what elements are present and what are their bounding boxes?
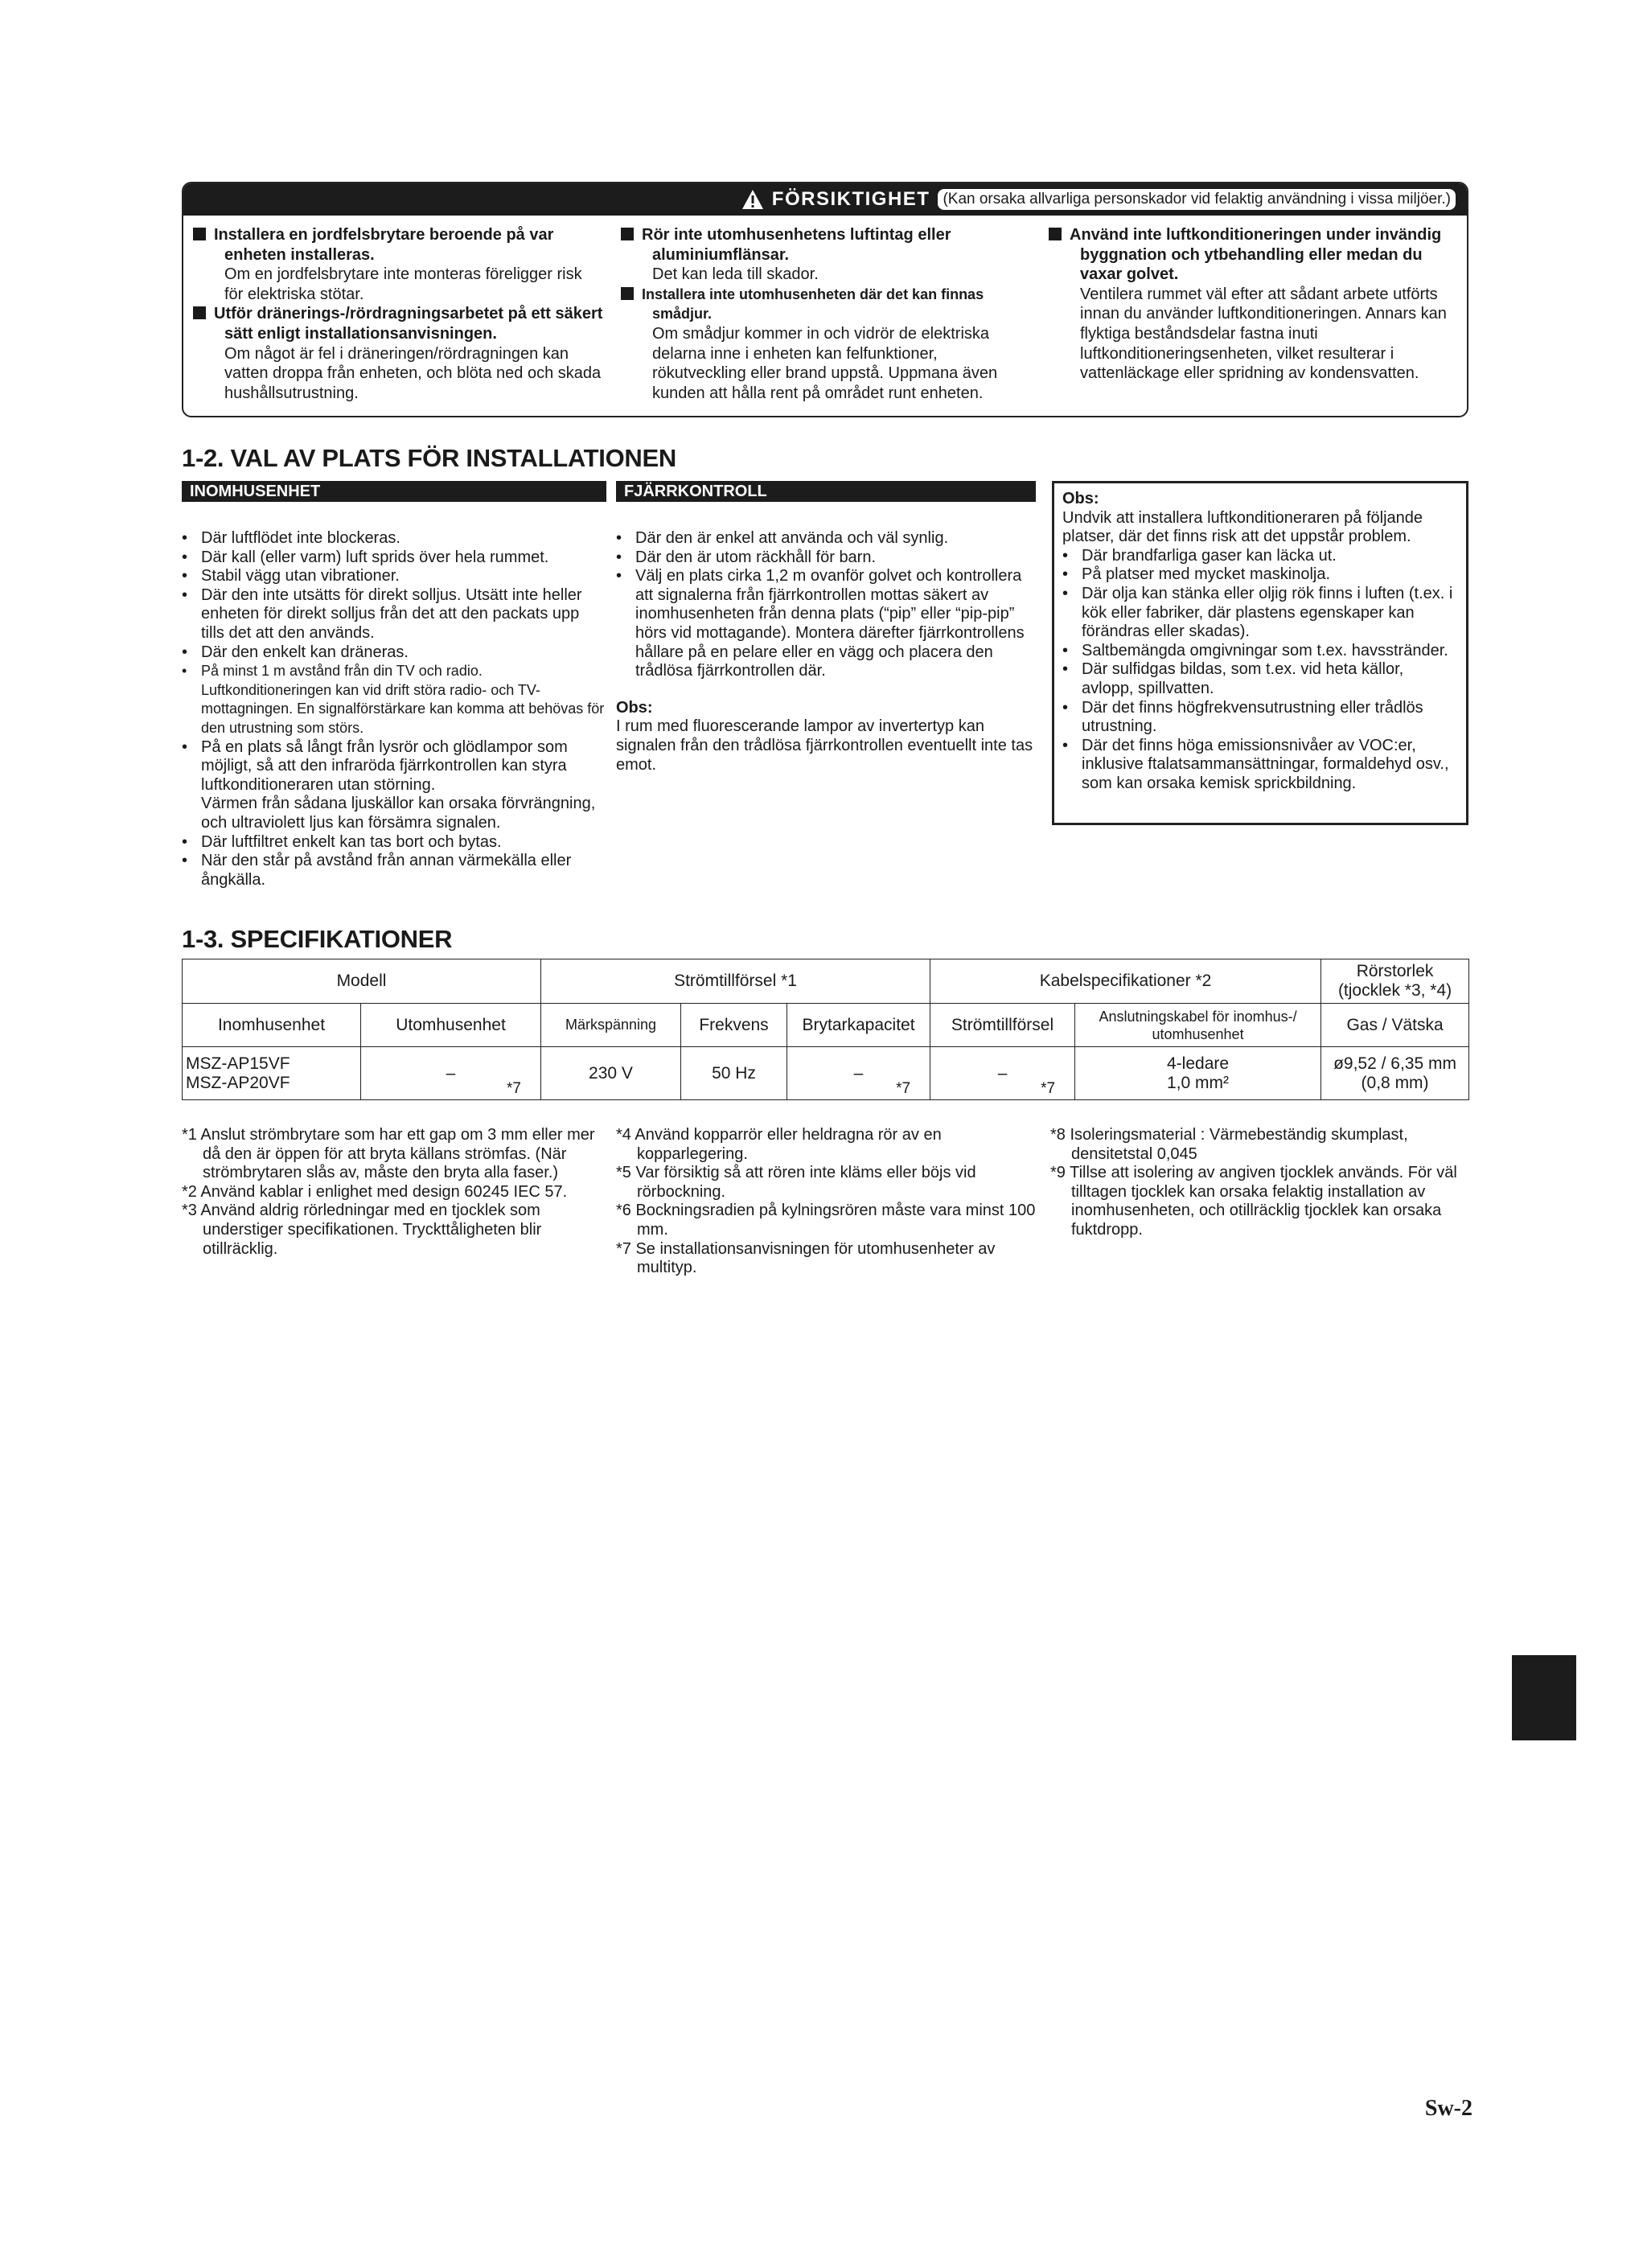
caution-header	[183, 183, 1467, 216]
header-model: Modell	[183, 959, 541, 1004]
list-item: • Där olja kan stänka eller oljig rök finns i luften (t.ex. i kök eller fabriker, där plastens egenskaper kan förändras eller skadas).	[1062, 585, 1458, 642]
caution-column-2	[621, 225, 1031, 403]
list-item: • På minst 1 m avstånd från din TV och radio. Luftkonditioneringen kan vid drift störa radio- och TV-mottagningen. En signalförstärkare kan komma att behövas för den utrustning som störs.	[182, 662, 606, 738]
pipe-diameter: ø9,52 / 6,35 mm	[1333, 1054, 1456, 1073]
caution-item-text: Om smådjur kommer in och vidrör de elektriska delarna inne i enheten kan felfunktioner, rökutveckling eller brand uppstå. Uppmana även kunden att hålla rent på området runt enheten.	[652, 324, 998, 402]
caution-item-bold: Utför dränerings-/rördragningsarbetet på ett säkert sätt enligt installationsanvisningen.	[193, 304, 603, 343]
list-item: • Där det finns höga emissionsnivåer av VOC:er, inklusive ftalatsammansättningar, formaldehyd osv., som kan orsaka kemisk sprickbildning.	[1062, 737, 1458, 794]
subheader-frequency: Frekvens	[681, 1004, 787, 1047]
caution-item-bold: Använd inte luftkonditioneringen under invändig byggnation och ytbehandling eller medan du vaxar golvet.	[1049, 225, 1459, 285]
list-item: • Där den är utom räckhåll för barn.	[616, 549, 1036, 568]
header-power-supply: Strömtillförsel *1	[541, 959, 930, 1004]
table-row	[183, 1047, 1469, 1100]
caution-note: (Kan orsaka allvarliga personskador vid felaktig användning i vissa miljöer.)	[938, 189, 1456, 210]
obs-label: Obs:	[1062, 490, 1099, 507]
remote-obs-text: I rum med fluorescerande lampor av invertertyp kan signalen från den trådlösa fjärrkontrollen eventuellt inte tas emot.	[616, 717, 1033, 774]
list-item: • På en plats så långt från lysrör och glödlampor som möjligt, så att den infraröda fjärrkontrollen kan styra luftkonditioneraren utan störning.	[182, 738, 606, 795]
cable-conductors: 4-ledare	[1167, 1054, 1230, 1073]
caution-item-bold: Rör inte utomhusenhetens luftintag eller aluminiumflänsar.	[621, 225, 1031, 265]
list-item: • På platser med mycket maskinolja.	[1062, 565, 1458, 585]
caution-item-text: Det kan leda till skador.	[652, 265, 819, 284]
footnote: *8 Isoleringsmaterial : Värmebeständig skumplast, densitetstal 0,045	[1050, 1126, 1408, 1163]
obs-intro: Undvik att installera luftkonditioneraren på följande platser, där det finns risk att det uppstår problem.	[1062, 508, 1423, 546]
footnote: *1 Anslut strömbrytare som har ett gap om 3 mm eller mer då den är öppen för att bryta källans strömfas. (När strömbrytaren slås av, måste den bryta alla faser.)	[182, 1126, 595, 1182]
list-item: • Där den inte utsätts för direkt solljus. Utsätt inte heller enheten för direkt solljus från det att den packats upp tills det att den används.	[182, 586, 606, 643]
caution-item-text: Om en jordfelsbrytare inte monteras föreligger risk för elektriska stötar.	[224, 265, 582, 303]
cable-area: 1,0 mm²	[1167, 1073, 1230, 1092]
caution-item-bold: Installera inte utomhusenheten där det kan finnas smådjur.	[621, 285, 1031, 324]
footnote: *5 Var försiktig så att rören inte kläms eller böjs vid rörbockning.	[616, 1164, 976, 1201]
cell-voltage: 230 V	[541, 1047, 681, 1100]
list-item-continuation: Värmen från sådana ljuskällor kan orsaka förvrängning, och ultraviolett ljus kan försämra signalen.	[201, 795, 596, 832]
caution-box	[182, 182, 1468, 417]
model-name: MSZ-AP20VF	[186, 1073, 290, 1092]
footnotes-column-1	[182, 1126, 603, 1259]
section-title-installation-site: 1-2. VAL AV PLATS FÖR INSTALLATIONEN	[182, 444, 676, 472]
cell-models	[183, 1047, 361, 1100]
footnote-ref: *7	[896, 1080, 911, 1097]
footnote: *3 Använd aldrig rörledningar med en tjocklek som understiger specifikationen. Tryckttåligheten blir otillräcklig.	[182, 1202, 542, 1258]
footnote-ref: *7	[1041, 1080, 1056, 1097]
cell-outdoor: – *7	[361, 1047, 541, 1100]
square-bullet-icon	[1049, 228, 1062, 240]
subheader-breaker: Brytarkapacitet	[787, 1004, 930, 1047]
list-item: • Där brandfarliga gaser kan läcka ut.	[1062, 547, 1458, 566]
subheader-voltage: Märkspänning	[541, 1004, 681, 1047]
cell-frequency: 50 Hz	[681, 1047, 787, 1100]
spec-table	[182, 959, 1469, 1100]
caution-column-1	[193, 225, 603, 403]
cell-breaker: – *7	[787, 1047, 930, 1100]
caution-column-3	[1049, 225, 1459, 384]
header-cable-specs: Kabelspecifikationer *2	[930, 959, 1321, 1004]
list-item: • Där luftfiltret enkelt kan tas bort och bytas.	[182, 833, 606, 853]
footnote: *9 Tillse att isolering av angiven tjocklek används. För väl tilltagen tjocklek kan orsaka felaktig installation av inomhusenheten, och otillräcklig tjocklek kan orsaka fuktdropp.	[1050, 1164, 1457, 1239]
subheader-outdoor: Utomhusenhet	[361, 1004, 541, 1047]
cell-pipe-size	[1321, 1047, 1469, 1100]
caution-item-bold: Installera en jordfelsbrytare beroende på var enheten installeras.	[193, 225, 603, 265]
remote-control-list	[616, 529, 1036, 774]
caution-item-text: Om något är fel i dräneringen/rördragningen kan vatten droppa från enheten, och blöta ned och skada hushållsutrustning.	[224, 344, 602, 402]
indoor-unit-heading: INOMHUSENHET	[182, 481, 606, 502]
list-item: • Stabil vägg utan vibrationer.	[182, 567, 606, 586]
subheader-gas-liquid: Gas / Vätska	[1321, 1004, 1469, 1047]
footnote: *2 Använd kablar i enlighet med design 60245 IEC 57.	[182, 1182, 568, 1201]
list-item: • Saltbemängda omgivningar som t.ex. havsstränder.	[1062, 642, 1458, 661]
header-pipe-size: Rörstorlek (tjocklek *3, *4)	[1321, 959, 1469, 1004]
cell-connection-cable	[1075, 1047, 1321, 1100]
square-bullet-icon	[621, 287, 634, 300]
list-item: • Där det finns högfrekvensutrustning eller trådlös utrustning.	[1062, 699, 1458, 737]
table-header-row	[183, 959, 1469, 1004]
square-bullet-icon	[193, 306, 206, 319]
footnote: *4 Använd kopparrör eller heldragna rör av en kopparlegering.	[616, 1126, 942, 1163]
remote-control-column	[616, 481, 1036, 774]
footnote: *6 Bockningsradien på kylningsrören måste vara minst 100 mm.	[616, 1202, 1036, 1239]
subheader-supply: Strömtillförsel	[930, 1004, 1075, 1047]
remote-control-heading: FJÄRRKONTROLL	[616, 481, 1036, 502]
cell-supply: – *7	[930, 1047, 1075, 1100]
square-bullet-icon	[193, 228, 206, 240]
list-item: • Där luftflödet inte blockeras.	[182, 529, 606, 549]
square-bullet-icon	[621, 228, 634, 240]
pipe-thickness: (0,8 mm)	[1361, 1073, 1429, 1092]
footnotes-column-2	[616, 1126, 1037, 1278]
section-title-specifications: 1-3. SPECIFIKATIONER	[182, 925, 453, 953]
obs-box	[1052, 481, 1468, 825]
list-item: • Där den enkelt kan dräneras.	[182, 643, 606, 663]
indoor-unit-list	[182, 529, 606, 890]
caution-item-text: Ventilera rummet väl efter att sådant arbete utförts innan du använder luftkonditioneringen. Annars kan flyktiga beståndsdelar fastna inuti luftkonditioneringsenheten, vilket resulterar i vattenläckage eller spridning av kondensvatten.	[1080, 285, 1447, 383]
subheader-connection-cable: Anslutningskabel för inomhus-/ utomhusenhet	[1075, 1004, 1321, 1047]
footnotes-column-3	[1050, 1126, 1468, 1240]
side-tab-marker	[1512, 1655, 1576, 1740]
page-number: Sw-2	[1424, 2096, 1472, 2121]
list-item: • Där sulfidgas bildas, som t.ex. vid heta källor, avlopp, spillvatten.	[1062, 660, 1458, 698]
list-item: • Välj en plats cirka 1,2 m ovanför golvet och kontrollera att signalerna från fjärrkontrollen mottas säkert av inomhusenheten från denna plats (“pip” eller “pip-pip” hörs vid mottagande). Montera därefter fjärrkontrollens hållare på en pelare eller en vägg och placera den trådlösa fjärrkontrollen där.	[616, 567, 1036, 681]
list-item: • Där den är enkel att använda och väl synlig.	[616, 529, 1036, 549]
list-item: • När den står på avstånd från annan värmekälla eller ångkälla.	[182, 852, 606, 890]
table-subheader-row	[183, 1004, 1469, 1047]
indoor-unit-column	[182, 481, 606, 890]
caution-title: FÖRSIKTIGHET	[771, 188, 930, 210]
footnote: *7 Se installationsanvisningen för utomhusenheter av multityp.	[616, 1239, 996, 1277]
warning-icon	[741, 189, 764, 210]
model-name: MSZ-AP15VF	[186, 1054, 290, 1073]
subheader-indoor: Inomhusenhet	[183, 1004, 361, 1047]
remote-obs-label: Obs:	[616, 698, 653, 717]
footnote-ref: *7	[507, 1080, 521, 1097]
list-item: • Där kall (eller varm) luft sprids över hela rummet.	[182, 549, 606, 568]
